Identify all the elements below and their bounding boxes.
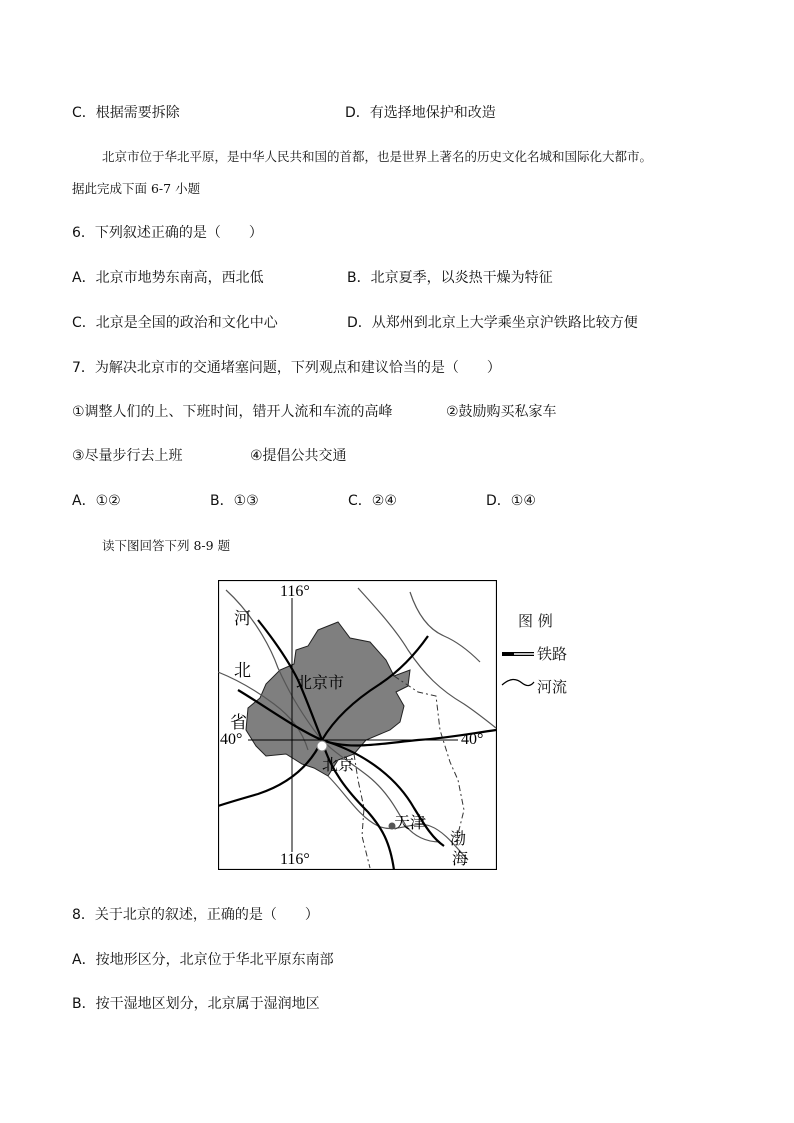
question-7-statement-1: ①调整人们的上、下班时间，错开人流和车流的高峰 (72, 404, 393, 420)
legend-river-label: 河流 (537, 678, 568, 696)
province-label-bei: 北 (234, 661, 251, 681)
beijing-map (218, 580, 497, 870)
province-label-sheng: 省 (230, 713, 247, 733)
city-label-beijing: 北京 (322, 755, 355, 774)
question-7-statement-4: ④提倡公共交通 (250, 448, 347, 464)
question-7-statement-3: ③尽量步行去上班 (72, 448, 183, 464)
question-6-option-b: B．北京夏季，以炎热干燥为特征 (347, 270, 553, 286)
question-6-option-a: A．北京市地势东南高，西北低 (72, 270, 264, 286)
option-d-prev: D．有选择地保护和改造 (345, 105, 496, 121)
question-6-option-d: D．从郑州到北京上大学乘坐京沪铁路比较方便 (347, 315, 638, 331)
question-7-statement-2: ②鼓励购买私家车 (446, 404, 557, 420)
question-7-option-b: B．①③ (210, 493, 259, 509)
sea-label-hai: 海 (452, 849, 469, 868)
option-c-prev: C．根据需要拆除 (72, 105, 180, 121)
question-8-option-a: A．按地形区分，北京位于华北平原东南部 (72, 952, 334, 968)
province-label-he: 河 (234, 609, 251, 629)
intro-paragraph: 北京市位于华北平原，是中华人民共和国的首都，也是世界上著名的历史文化名城和国际化大都市。 (102, 149, 653, 164)
city-label-tianjin: 天津 (394, 813, 427, 832)
question-7-option-c: C．②④ (348, 493, 397, 509)
question-8-stem: 8．关于北京的叙述，正确的是（ ） (72, 907, 319, 923)
legend-railway-label: 铁路 (537, 645, 568, 663)
question-7-option-a: A．①② (72, 493, 121, 509)
question-7-stem: 7．为解决北京市的交通堵塞问题，下列观点和建议恰当的是（ ） (72, 360, 501, 376)
beijing-point (317, 741, 327, 751)
question-7-option-d: D．①④ (486, 493, 536, 509)
sea-label-bo: 渤 (450, 829, 467, 848)
longitude-label-top: 116° (280, 583, 310, 600)
question-6-option-c: C．北京是全国的政治和文化中心 (72, 315, 278, 331)
latitude-label-left: 40° (220, 731, 243, 748)
map-instruction: 读下图回答下列 8-9 题 (102, 538, 231, 553)
river-legend-icon (500, 676, 536, 690)
intro-instruction: 据此完成下面 6-7 小题 (72, 181, 201, 196)
city-label-beijingshi: 北京市 (296, 673, 345, 692)
question-8-option-b: B．按干湿地区划分，北京属于湿润地区 (72, 996, 320, 1012)
longitude-label-bottom: 116° (280, 851, 310, 868)
railway-legend-icon (500, 648, 536, 660)
question-6-stem: 6．下列叙述正确的是（ ） (72, 225, 263, 241)
legend-title: 图 例 (518, 612, 553, 630)
latitude-label-right: 40° (461, 731, 484, 748)
